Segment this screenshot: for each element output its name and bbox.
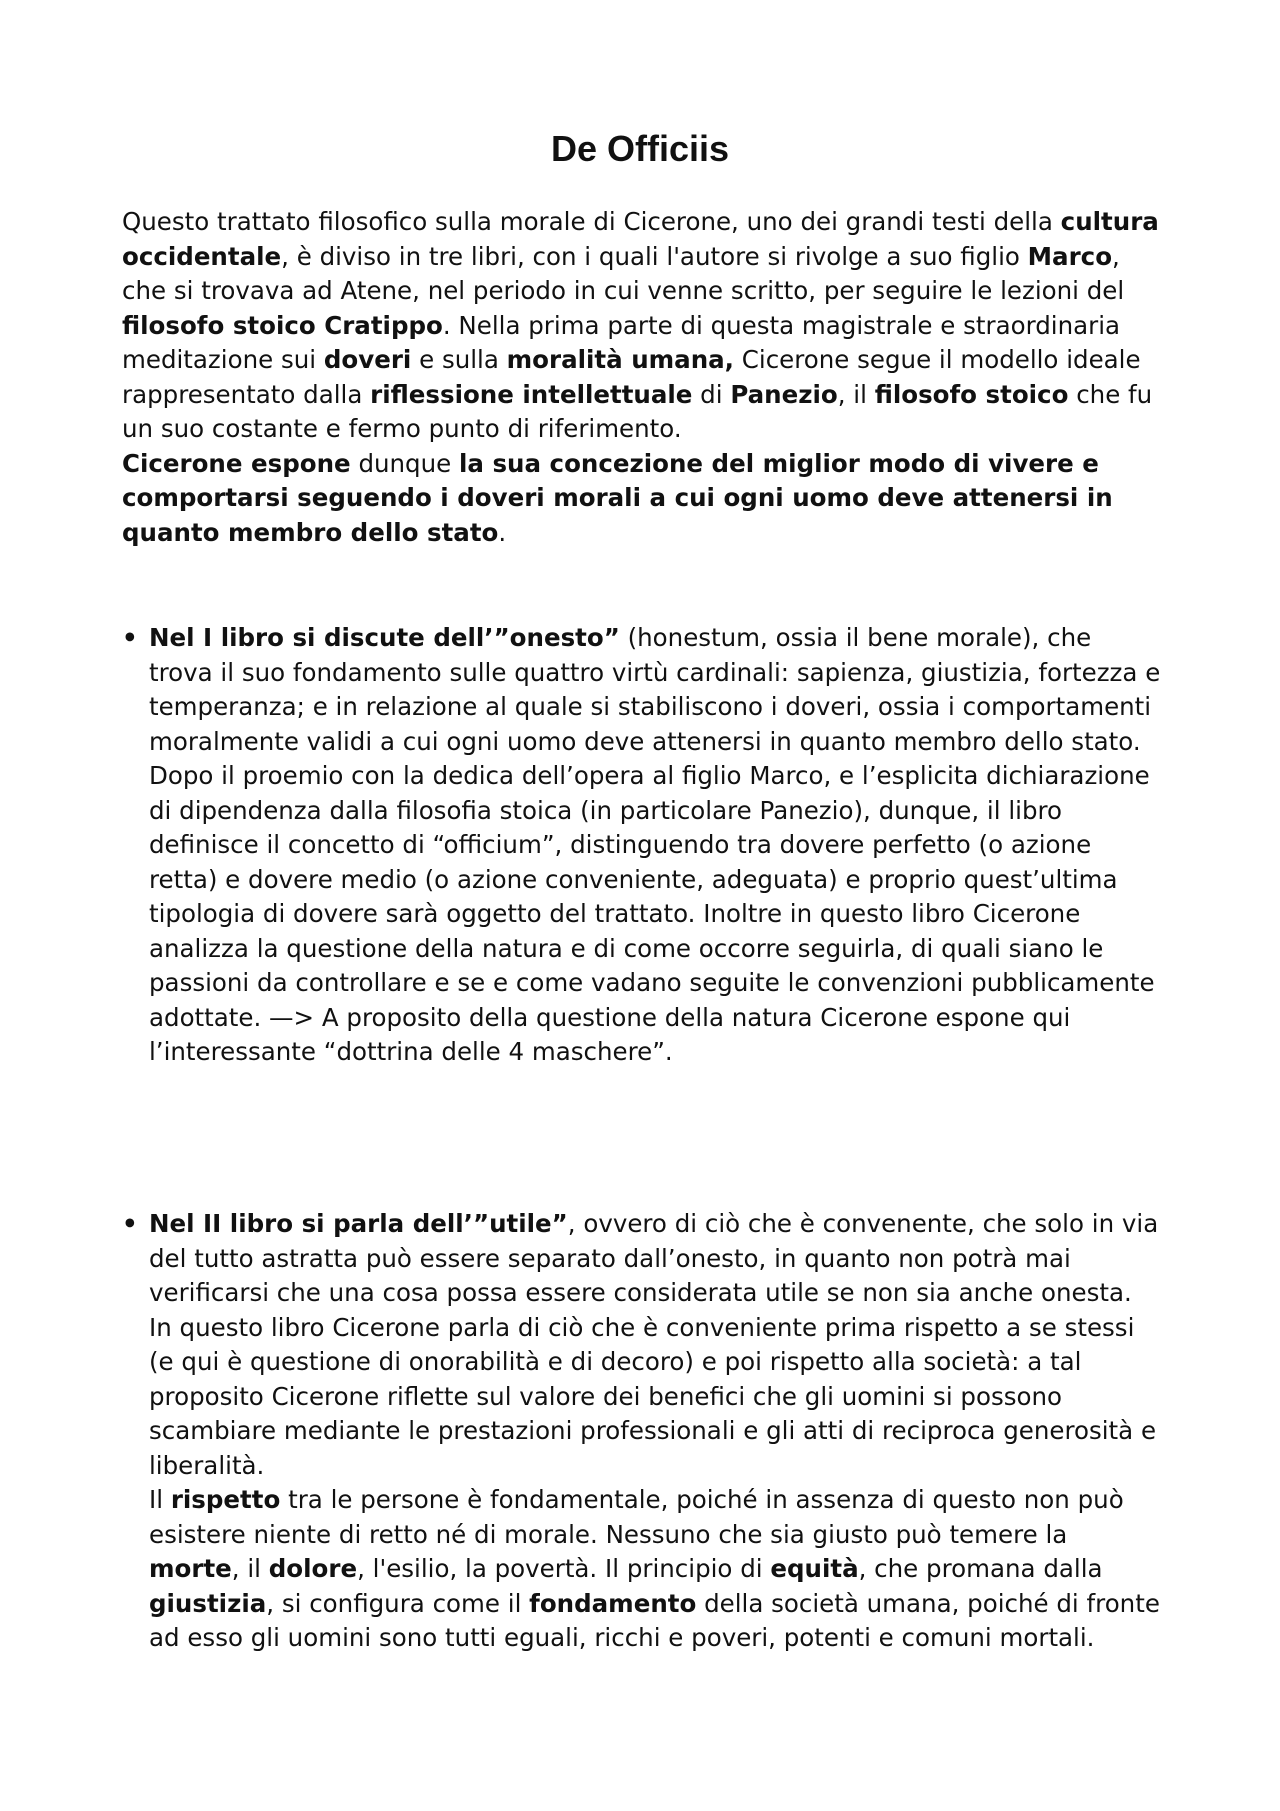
bold-text-run: Nel I libro si discute dell’”onesto” — [149, 623, 620, 652]
text-run: (honestum, ossia il bene morale), che trova il suo fondamento sulle quattro virtù cardinali: sapienza, giustizia, fortezza e temperanza; e in relazione al quale si stabiliscono i doveri, ossia i comportamenti moralmente validi a cui ogni uomo deve attenersi in quanto membro dello stato. Dopo il proemio con la dedica dell’opera al figlio Marco, e l’esplicita dichiarazione di dipendenza dalla filosofia stoica (in particolare Panezio), dunque, il libro definisce il concetto di “officium”, distinguendo tra dovere perfetto (o azione retta) e dovere medio (o azione conveniente, adeguata) e proprio quest’ultima tipologia di dovere sarà oggetto del trattato. Inoltre in questo libro Cicerone analizza la questione della natura e di come occorre seguirla, di quali siano le passioni da controllare e se e come vadano seguite le convenzioni pubblicamente adottate. —> A proposito della questione della natura Cicerone espone qui l’interessante “dottrina delle 4 maschere”. — [149, 623, 1161, 1066]
text-run: , che si trovava ad Atene, nel periodo in cui venne scritto, per seguire le lezioni del — [122, 241, 1125, 305]
list-item-text — [149, 621, 1162, 1070]
text-run: Questo trattato filosofico sulla morale di Cicerone, uno dei grandi testi della — [122, 207, 1061, 236]
text-run: di — [692, 379, 731, 409]
bold-text-run: moralità umana, — [506, 345, 734, 374]
list-item-book-one — [122, 621, 1162, 1070]
list-item-text — [149, 1207, 1162, 1656]
text-run: . Nella prima parte di questa magistrale e straordinaria meditazione sui — [122, 310, 1121, 374]
text-run: e sulla — [411, 345, 507, 374]
text-run: , il — [837, 379, 875, 409]
bold-text-run: Marco — [1027, 241, 1113, 271]
text-run: Cicerone segue il modello ideale rappresentato dalla — [122, 345, 1141, 409]
bold-text-run: filosofo stoico Cratippo — [122, 310, 443, 340]
bold-text-run: giustizia — [149, 1588, 267, 1618]
bold-text-run: equità — [770, 1554, 859, 1583]
text-run: , si configura come il — [266, 1588, 530, 1618]
bullet-marker: • — [122, 1209, 138, 1238]
text-run: dunque — [350, 448, 459, 478]
text-run: della società umana, poiché di fronte ad esso gli uomini sono tutti eguali, ricchi e poveri, potenti e comuni mortali. — [149, 1588, 1160, 1652]
bold-text-run: morte — [149, 1554, 232, 1583]
bold-text-run: Panezio — [730, 379, 838, 409]
bold-text-run: Cicerone espone — [122, 448, 351, 478]
bold-text-run: doveri — [323, 345, 412, 374]
bullet-marker: • — [122, 623, 138, 652]
bold-text-run: cultura occidentale — [122, 207, 1159, 271]
text-run: , il — [231, 1554, 269, 1583]
bold-text-run: filosofo stoico — [874, 379, 1069, 409]
bold-text-run: riflessione intellettuale — [370, 379, 693, 409]
text-run: , che promana dalla — [858, 1554, 1103, 1583]
intro-paragraph — [122, 205, 1162, 550]
text-run: tra le persone è fondamentale, poiché in assenza di questo non può esistere niente di retto né di morale. Nessuno che sia giusto può temere la — [149, 1485, 1124, 1549]
bold-text-run: Nel II libro si parla dell’”utile” — [149, 1209, 568, 1238]
text-run: che fu un suo costante e fermo punto di riferimento. — [122, 379, 1153, 443]
text-run: . — [498, 517, 507, 547]
bold-text-run: la sua concezione del miglior modo di vivere e comportarsi seguendo i doveri morali a cui ogni uomo deve attenersi in quanto membro dello stato — [122, 448, 1113, 547]
text-run: , ovvero di ciò che è convenente, che solo in via del tutto astratta può essere separato dall’onesto, in quanto non potrà mai verificarsi che una cosa possa essere considerata utile se non sia anche onesta. In questo libro Cicerone parla di ciò che è conveniente prima rispetto a se stessi (e qui è questione di onorabilità e di decoro) e poi rispetto alla società: a tal proposito Cicerone riflette sul valore dei benefici che gli uomini si possono scambiare mediante le prestazioni professionali e gli atti di reciproca generosità e liberalità. — [149, 1209, 1159, 1480]
bold-text-run: fondamento — [529, 1588, 697, 1618]
document-title: De Officiis — [550, 128, 730, 169]
text-run: , l'esilio, la povertà. Il principio di — [357, 1554, 771, 1583]
bold-text-run: rispetto — [170, 1485, 281, 1514]
list-item-book-two — [122, 1207, 1162, 1656]
text-run: , è diviso in tre libri, con i quali l'autore si rivolge a suo figlio — [281, 241, 1028, 271]
text-run: Il — [149, 1485, 171, 1514]
bold-text-run: dolore — [268, 1554, 358, 1583]
